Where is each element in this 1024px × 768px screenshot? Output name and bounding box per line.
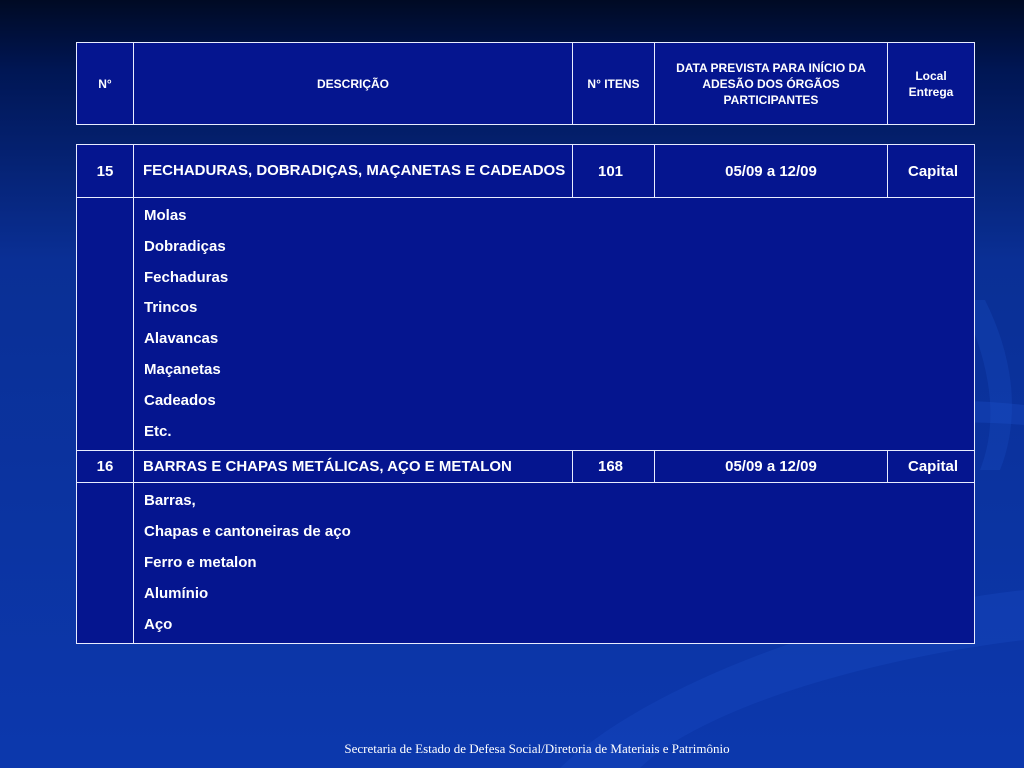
subitems-list	[135, 199, 973, 449]
row-item-count: 168	[573, 451, 655, 483]
list-item: Fechaduras	[144, 268, 229, 286]
items-table	[76, 144, 975, 644]
subitems-list	[135, 484, 973, 642]
header-num: N°	[77, 43, 134, 125]
header-item-count: N° ITENS	[573, 43, 655, 125]
list-item: Chapas e cantoneiras de aço	[144, 523, 351, 541]
list-item: Alumínio	[144, 584, 209, 602]
subitems-row	[77, 198, 975, 451]
row-description: BARRAS E CHAPAS METÁLICAS, AÇO E METALON	[134, 451, 573, 483]
table-row	[77, 145, 975, 198]
footer-text: Secretaria de Estado de Defesa Social/Diretoria de Materiais e Patrimônio	[344, 741, 730, 756]
list-item: Trincos	[144, 299, 198, 317]
row-date-range: 05/09 a 12/09	[655, 145, 888, 198]
subitems-cell	[134, 198, 975, 451]
list-item: Maçanetas	[144, 360, 221, 378]
row-date-range: 05/09 a 12/09	[655, 451, 888, 483]
row-location: Capital	[888, 451, 975, 483]
subitems-cell	[134, 483, 975, 644]
row-location: Capital	[888, 145, 975, 198]
list-item: Alavancas	[144, 330, 219, 348]
list-item: Barras,	[144, 492, 196, 510]
list-item: Dobradiças	[144, 237, 226, 255]
list-item: Etc.	[144, 422, 172, 440]
subitems-row	[77, 483, 975, 644]
empty-cell	[77, 483, 134, 644]
header-table	[76, 42, 975, 125]
table-row	[77, 451, 975, 483]
row-description: FECHADURAS, DOBRADIÇAS, MAÇANETAS E CADEADOS	[134, 145, 573, 198]
header-delivery-location: Local Entrega	[888, 43, 975, 125]
list-item: Molas	[144, 207, 187, 224]
row-item-count: 101	[573, 145, 655, 198]
header-description: DESCRIÇÃO	[134, 43, 573, 125]
empty-cell	[77, 198, 134, 451]
list-item: Cadeados	[144, 391, 216, 409]
list-item: Ferro e metalon	[144, 553, 257, 571]
header-row	[77, 43, 975, 125]
list-item: Aço	[144, 615, 173, 633]
row-num: 16	[77, 451, 134, 483]
header-start-date: DATA PREVISTA PARA INÍCIO DA ADESÃO DOS ÓRGÃOS PARTICIPANTES	[655, 43, 888, 125]
row-num: 15	[77, 145, 134, 198]
